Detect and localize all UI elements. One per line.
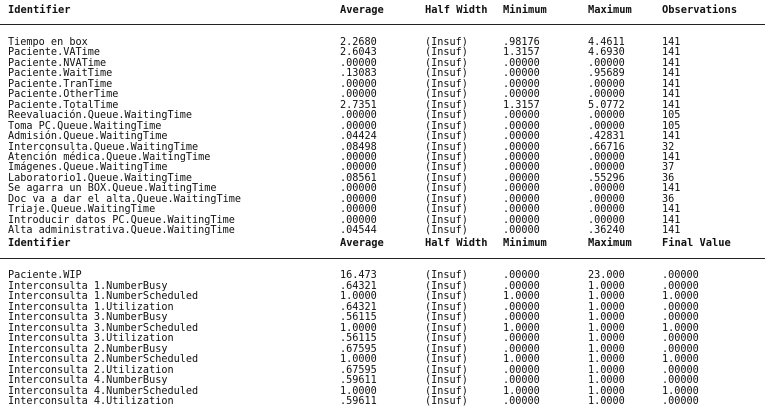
cell-maximum: .00000 <box>588 183 625 195</box>
cell-average: .00000 <box>340 162 377 174</box>
cell-last: 141 <box>662 214 681 226</box>
cell-identifier: Paciente.OtherTime <box>8 89 119 101</box>
cell-identifier: Interconsulta 2.NumberScheduled <box>8 354 199 365</box>
cell-half-width: (Insuf) <box>425 37 468 48</box>
cell-maximum: .95689 <box>588 68 625 80</box>
cell-last: 141 <box>662 225 681 237</box>
cell-last: 105 <box>662 120 681 132</box>
cell-minimum: .00000 <box>503 78 540 90</box>
cell-average: 2.6043 <box>340 47 377 59</box>
table-row <box>0 173 765 184</box>
cell-average: 1.0000 <box>340 385 377 397</box>
cell-average: .67595 <box>340 364 377 376</box>
cell-half-width: (Insuf) <box>425 280 468 292</box>
cell-last: 141 <box>662 183 681 195</box>
cell-maximum: 1.0000 <box>588 375 625 386</box>
cell-average: 1.0000 <box>340 322 377 334</box>
cell-last: .00000 <box>662 396 699 407</box>
cell-half-width: (Insuf) <box>425 375 468 386</box>
table-row <box>0 323 765 334</box>
cell-identifier: Interconsulta 2.Utilization <box>8 364 174 376</box>
table-row <box>0 68 765 79</box>
cell-last: 141 <box>662 47 681 59</box>
cell-identifier: Interconsulta 4.NumberBusy <box>8 375 168 386</box>
cell-half-width: (Insuf) <box>425 183 468 195</box>
header-identifier: Identifier <box>8 4 71 16</box>
cell-minimum: 1.0000 <box>503 322 540 334</box>
cell-half-width: (Insuf) <box>425 354 468 365</box>
cell-maximum: 1.0000 <box>588 301 625 313</box>
table-row <box>0 396 765 407</box>
header-minimum: Minimum <box>503 4 547 16</box>
cell-last: .00000 <box>662 301 699 313</box>
cell-maximum: 5.0772 <box>588 99 625 111</box>
cell-half-width: (Insuf) <box>425 291 468 302</box>
table-row <box>0 386 765 397</box>
table-row <box>0 312 765 323</box>
header-divider <box>0 24 765 25</box>
cell-identifier: Interconsulta 2.NumberBusy <box>8 343 168 355</box>
cell-minimum: .00000 <box>503 89 540 101</box>
table-row <box>0 270 765 281</box>
header-average: Average <box>340 237 384 249</box>
cell-half-width: (Insuf) <box>425 162 468 174</box>
cell-minimum: .00000 <box>503 131 540 143</box>
cell-maximum: .55296 <box>588 172 625 184</box>
table-row <box>0 162 765 173</box>
cell-minimum: .00000 <box>503 396 540 407</box>
cell-identifier: Paciente.WaitTime <box>8 68 113 80</box>
header-divider <box>0 258 765 259</box>
cell-maximum: .42831 <box>588 131 625 143</box>
header-half-width: Half Width <box>425 237 488 249</box>
cell-half-width: (Insuf) <box>425 214 468 226</box>
cell-identifier: Alta administrativa.Queue.WaitingTime <box>8 225 235 237</box>
cell-average: 16.473 <box>340 270 377 281</box>
cell-minimum: .00000 <box>503 68 540 80</box>
cell-maximum: 1.0000 <box>588 385 625 397</box>
cell-maximum: 1.0000 <box>588 343 625 355</box>
cell-minimum: 1.3157 <box>503 47 540 59</box>
cell-half-width: (Insuf) <box>425 89 468 101</box>
cell-maximum: .36240 <box>588 225 625 237</box>
header-identifier: Identifier <box>8 237 71 249</box>
cell-maximum: 1.0000 <box>588 396 625 407</box>
cell-identifier: Triaje.Queue.WaitingTime <box>8 204 156 216</box>
table-row <box>0 204 765 215</box>
cell-minimum: .00000 <box>503 172 540 184</box>
cell-identifier: Interconsulta 4.NumberScheduled <box>8 385 199 397</box>
cell-maximum: 4.4611 <box>588 37 625 48</box>
table-row <box>0 344 765 355</box>
cell-last: 141 <box>662 78 681 90</box>
table-row <box>0 110 765 121</box>
cell-average: .56115 <box>340 333 377 344</box>
cell-half-width: (Insuf) <box>425 396 468 407</box>
cell-minimum: .00000 <box>503 225 540 237</box>
table-row <box>0 354 765 365</box>
cell-half-width: (Insuf) <box>425 333 468 344</box>
cell-last: 36 <box>662 193 675 205</box>
cell-average: .00000 <box>340 110 377 122</box>
cell-identifier: Paciente.NVATime <box>8 57 107 69</box>
cell-average: .67595 <box>340 343 377 355</box>
cell-average: .08498 <box>340 141 377 153</box>
cell-minimum: .00000 <box>503 343 540 355</box>
cell-half-width: (Insuf) <box>425 225 468 237</box>
cell-average: .13083 <box>340 68 377 80</box>
table-row <box>0 58 765 69</box>
cell-last: 141 <box>662 131 681 143</box>
cell-half-width: (Insuf) <box>425 68 468 80</box>
time-persistent-header-row <box>0 238 765 249</box>
cell-half-width: (Insuf) <box>425 47 468 59</box>
table-row <box>0 89 765 100</box>
cell-identifier: Atención médica.Queue.WaitingTime <box>8 151 211 163</box>
cell-identifier: Interconsulta 1.NumberScheduled <box>8 291 199 302</box>
cell-minimum: .00000 <box>503 183 540 195</box>
cell-identifier: Paciente.VATime <box>8 47 101 59</box>
cell-minimum: .00000 <box>503 280 540 292</box>
table-row <box>0 142 765 153</box>
table-row <box>0 183 765 194</box>
cell-identifier: Introducir datos PC.Queue.WaitingTime <box>8 214 235 226</box>
cell-last: 141 <box>662 89 681 101</box>
cell-average: .59611 <box>340 375 377 386</box>
cell-maximum: 1.0000 <box>588 364 625 376</box>
cell-identifier: Interconsulta 3.Utilization <box>8 333 174 344</box>
cell-maximum: 1.0000 <box>588 312 625 323</box>
cell-half-width: (Insuf) <box>425 110 468 122</box>
cell-minimum: 1.0000 <box>503 354 540 365</box>
cell-minimum: 1.0000 <box>503 291 540 302</box>
table-row <box>0 225 765 236</box>
cell-last: .00000 <box>662 364 699 376</box>
cell-last: 1.0000 <box>662 385 699 397</box>
table-row <box>0 215 765 226</box>
cell-last: 36 <box>662 172 675 184</box>
cell-identifier: Admisión.Queue.WaitingTime <box>8 131 168 143</box>
cell-minimum: .00000 <box>503 375 540 386</box>
cell-average: .00000 <box>340 78 377 90</box>
header-maximum: Maximum <box>588 237 632 249</box>
cell-minimum: .00000 <box>503 204 540 216</box>
cell-average: 1.0000 <box>340 291 377 302</box>
cell-half-width: (Insuf) <box>425 131 468 143</box>
cell-last: 141 <box>662 99 681 111</box>
cell-last: .00000 <box>662 280 699 292</box>
header-half-width: Half Width <box>425 4 488 16</box>
cell-minimum: .00000 <box>503 301 540 313</box>
cell-average: .64321 <box>340 280 377 292</box>
cell-last: 32 <box>662 141 675 153</box>
table-row <box>0 375 765 386</box>
cell-half-width: (Insuf) <box>425 204 468 216</box>
cell-maximum: 1.0000 <box>588 322 625 334</box>
cell-half-width: (Insuf) <box>425 193 468 205</box>
cell-maximum: .00000 <box>588 162 625 174</box>
cell-identifier: Paciente.TranTime <box>8 78 113 90</box>
cell-last: 141 <box>662 204 681 216</box>
cell-identifier: Interconsulta 1.Utilization <box>8 301 174 313</box>
cell-maximum: 23.000 <box>588 270 625 281</box>
cell-half-width: (Insuf) <box>425 57 468 69</box>
cell-identifier: Reevaluación.Queue.WaitingTime <box>8 110 193 122</box>
cell-maximum: 1.0000 <box>588 280 625 292</box>
table-row <box>0 37 765 48</box>
tally-header-row <box>0 5 765 16</box>
cell-last: .00000 <box>662 343 699 355</box>
cell-maximum: .00000 <box>588 151 625 163</box>
cell-minimum: .00000 <box>503 193 540 205</box>
cell-last: 141 <box>662 37 681 48</box>
cell-identifier: Interconsulta 4.Utilization <box>8 396 174 407</box>
table-row <box>0 333 765 344</box>
cell-last: 105 <box>662 110 681 122</box>
cell-identifier: Laboratorio1.Queue.WaitingTime <box>8 172 193 184</box>
cell-last: .00000 <box>662 375 699 386</box>
cell-last: 141 <box>662 151 681 163</box>
cell-maximum: 4.6930 <box>588 47 625 59</box>
cell-last: 141 <box>662 68 681 80</box>
cell-minimum: .00000 <box>503 151 540 163</box>
table-row <box>0 365 765 376</box>
cell-half-width: (Insuf) <box>425 99 468 111</box>
cell-average: .00000 <box>340 151 377 163</box>
cell-half-width: (Insuf) <box>425 270 468 281</box>
table-row <box>0 121 765 132</box>
cell-minimum: .00000 <box>503 364 540 376</box>
cell-identifier: Interconsulta.Queue.WaitingTime <box>8 141 199 153</box>
cell-maximum: 1.0000 <box>588 354 625 365</box>
cell-minimum: .00000 <box>503 120 540 132</box>
cell-identifier: Toma PC.Queue.WaitingTime <box>8 120 162 132</box>
cell-last: .00000 <box>662 270 699 281</box>
cell-average: .00000 <box>340 120 377 132</box>
cell-identifier: Interconsulta 3.NumberScheduled <box>8 322 199 334</box>
cell-maximum: .00000 <box>588 110 625 122</box>
cell-minimum: 1.0000 <box>503 385 540 397</box>
header-observations: Observations <box>662 4 738 16</box>
cell-maximum: .00000 <box>588 214 625 226</box>
cell-average: .59611 <box>340 396 377 407</box>
table-row <box>0 302 765 313</box>
cell-average: .00000 <box>340 89 377 101</box>
cell-half-width: (Insuf) <box>425 78 468 90</box>
cell-average: .00000 <box>340 183 377 195</box>
cell-average: .00000 <box>340 204 377 216</box>
table-row <box>0 47 765 58</box>
cell-identifier: Imágenes.Queue.WaitingTime <box>8 162 168 174</box>
cell-last: 1.0000 <box>662 291 699 302</box>
cell-average: 2.2680 <box>340 37 377 48</box>
cell-minimum: .00000 <box>503 110 540 122</box>
cell-minimum: .00000 <box>503 162 540 174</box>
table-row <box>0 194 765 205</box>
cell-half-width: (Insuf) <box>425 385 468 397</box>
cell-average: 2.7351 <box>340 99 377 111</box>
cell-maximum: .00000 <box>588 120 625 132</box>
cell-minimum: .98176 <box>503 37 540 48</box>
cell-half-width: (Insuf) <box>425 141 468 153</box>
cell-half-width: (Insuf) <box>425 322 468 334</box>
cell-maximum: .00000 <box>588 57 625 69</box>
cell-maximum: .00000 <box>588 193 625 205</box>
cell-average: .04424 <box>340 131 377 143</box>
cell-maximum: .00000 <box>588 89 625 101</box>
cell-maximum: .00000 <box>588 78 625 90</box>
cell-last: 141 <box>662 57 681 69</box>
cell-minimum: .00000 <box>503 141 540 153</box>
cell-identifier: Paciente.TotalTime <box>8 99 119 111</box>
cell-identifier: Paciente.WIP <box>8 270 82 281</box>
cell-average: .08561 <box>340 172 377 184</box>
cell-half-width: (Insuf) <box>425 343 468 355</box>
cell-average: .00000 <box>340 193 377 205</box>
cell-maximum: .00000 <box>588 204 625 216</box>
cell-identifier: Interconsulta 3.NumberBusy <box>8 312 168 323</box>
cell-maximum: 1.0000 <box>588 333 625 344</box>
table-row <box>0 79 765 90</box>
cell-minimum: .00000 <box>503 214 540 226</box>
cell-half-width: (Insuf) <box>425 301 468 313</box>
cell-half-width: (Insuf) <box>425 312 468 323</box>
cell-half-width: (Insuf) <box>425 151 468 163</box>
header-minimum: Minimum <box>503 237 547 249</box>
cell-last: 1.0000 <box>662 354 699 365</box>
header-average: Average <box>340 4 384 16</box>
cell-identifier: Interconsulta 1.NumberBusy <box>8 280 168 292</box>
cell-minimum: .00000 <box>503 312 540 323</box>
cell-identifier: Doc va a dar el alta.Queue.WaitingTime <box>8 193 242 205</box>
cell-average: .00000 <box>340 57 377 69</box>
header-final-value: Final Value <box>662 237 731 249</box>
cell-last: 37 <box>662 162 675 174</box>
cell-maximum: 1.0000 <box>588 291 625 302</box>
cell-maximum: .66716 <box>588 141 625 153</box>
cell-minimum: .00000 <box>503 57 540 69</box>
table-row <box>0 281 765 292</box>
cell-half-width: (Insuf) <box>425 172 468 184</box>
cell-minimum: 1.3157 <box>503 99 540 111</box>
cell-average: .04544 <box>340 225 377 237</box>
table-row <box>0 291 765 302</box>
cell-last: .00000 <box>662 312 699 323</box>
cell-identifier: Tiempo en box <box>8 37 88 48</box>
cell-average: .56115 <box>340 312 377 323</box>
header-maximum: Maximum <box>588 4 632 16</box>
cell-identifier: Se agarra un BOX.Queue.WaitingTime <box>8 183 217 195</box>
cell-minimum: .00000 <box>503 270 540 281</box>
cell-last: .00000 <box>662 333 699 344</box>
cell-half-width: (Insuf) <box>425 120 468 132</box>
cell-average: .00000 <box>340 214 377 226</box>
cell-last: 1.0000 <box>662 322 699 334</box>
cell-half-width: (Insuf) <box>425 364 468 376</box>
cell-average: 1.0000 <box>340 354 377 365</box>
cell-average: .64321 <box>340 301 377 313</box>
cell-minimum: .00000 <box>503 333 540 344</box>
table-row <box>0 131 765 142</box>
